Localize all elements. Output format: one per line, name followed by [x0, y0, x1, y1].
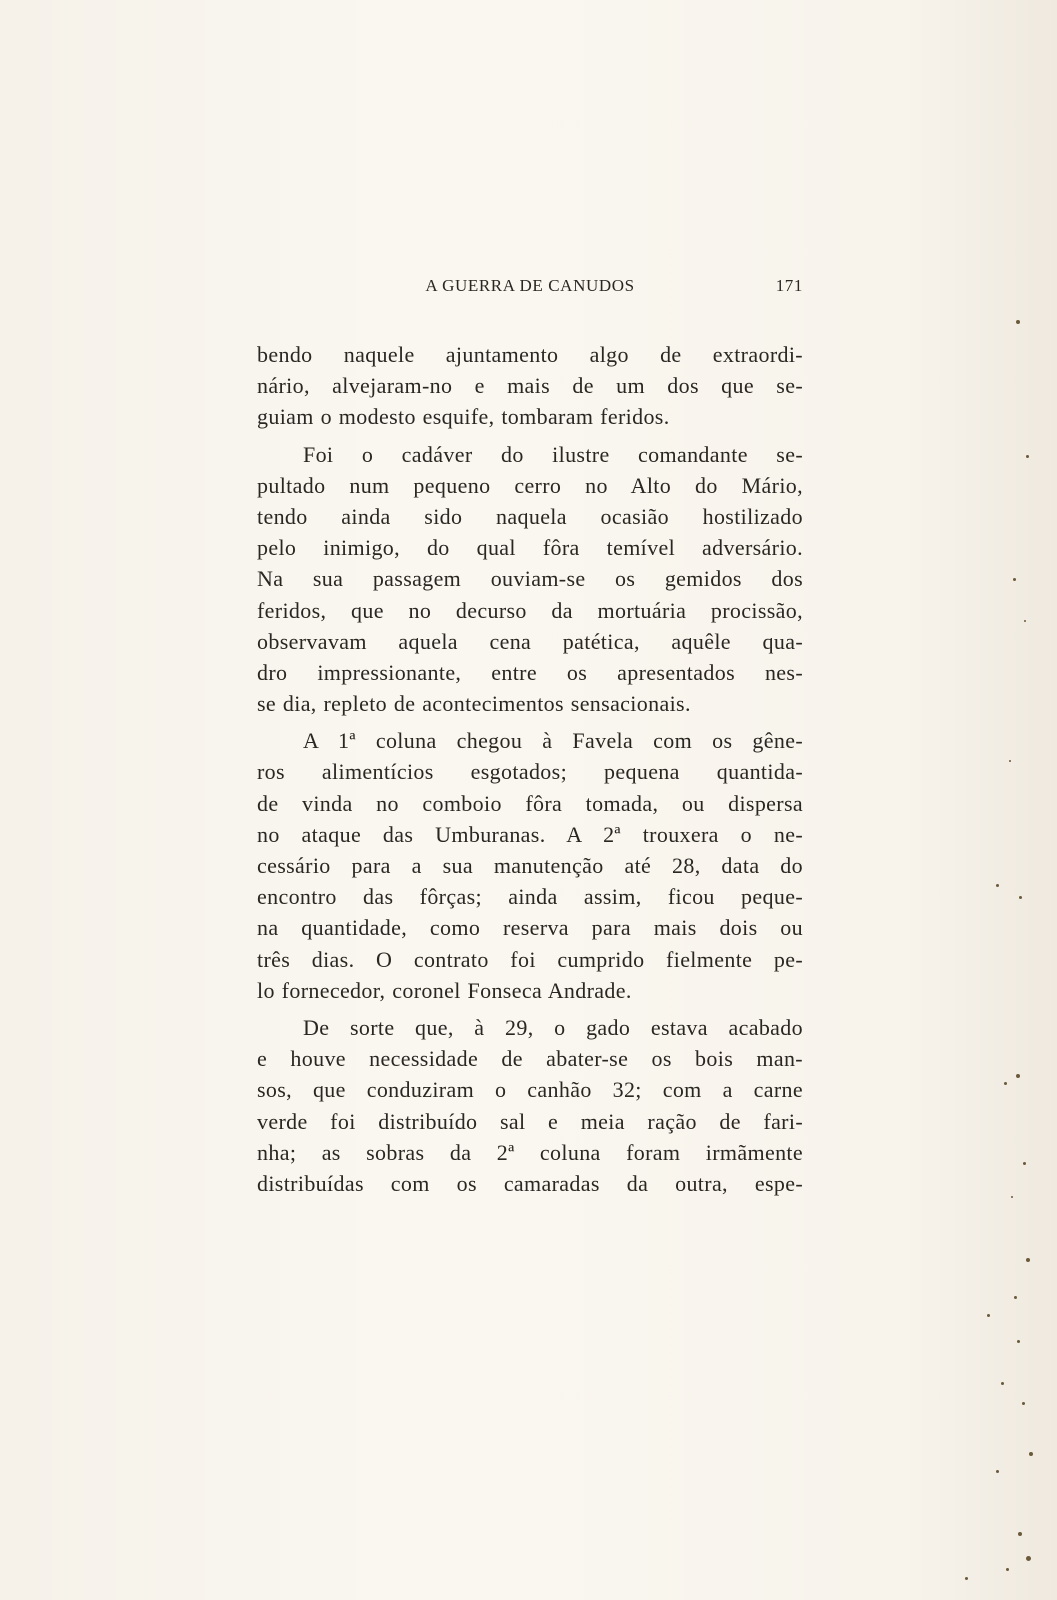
text-line: tendo ainda sido naquela ocasião hostilizado	[257, 503, 803, 529]
text-line: observavam aquela cena patética, aquêle qua-	[257, 628, 803, 654]
text-line: lo fornecedor, coronel Fonseca Andrade.	[257, 977, 632, 1003]
text-line: guiam o modesto esquife, tombaram feridos.	[257, 404, 670, 430]
text-line: sos, que conduziram o canhão 32; com a carne	[257, 1077, 803, 1103]
text-line: e houve necessidade de abater-se os bois man-	[257, 1046, 803, 1072]
text-line: nário, alvejaram-no e mais de um dos que se-	[257, 373, 803, 399]
paragraph	[257, 439, 803, 720]
text-line: pultado num pequeno cerro no Alto do Mário,	[257, 472, 803, 498]
text-line: no ataque das Umburanas. A 2ª trouxera o ne-	[257, 821, 803, 847]
text-line: cessário para a sua manutenção até 28, data do	[257, 853, 803, 878]
text-line: na quantidade, como reserva para mais dois ou	[257, 915, 803, 941]
body-text	[257, 339, 803, 1199]
text-line: distribuídas com os camaradas da outra, espe-	[257, 1170, 803, 1196]
text-line: ros alimentícios esgotados; pequena quantida-	[257, 759, 803, 785]
text-line: bendo naquele ajuntamento algo de extraordi-	[257, 342, 803, 367]
text-line: verde foi distribuído sal e meia ração de fari-	[257, 1108, 803, 1134]
text-line: nha; as sobras da 2ª coluna foram irmãmente	[257, 1139, 803, 1165]
text-line: dro impressionante, entre os apresentados nes-	[257, 659, 803, 685]
text-line: três dias. O contrato foi cumprido fielmente pe-	[257, 946, 803, 972]
text-line: De sorte que, à 29, o gado estava acabado	[303, 1014, 803, 1040]
paragraph	[257, 725, 803, 1006]
running-title: A GUERRA DE CANUDOS	[425, 276, 635, 295]
text-line: se dia, repleto de acontecimentos sensacionais.	[257, 691, 691, 717]
text-line: feridos, que no decurso da mortuária procissão,	[257, 597, 803, 623]
text-line: encontro das fôrças; ainda assim, ficou peque-	[257, 884, 803, 910]
text-line: A 1ª coluna chegou à Favela com os gêne-	[303, 728, 803, 754]
text-line: de vinda no comboio fôra tomada, ou dispersa	[257, 790, 803, 816]
paragraph	[257, 1012, 803, 1199]
text-line: Na sua passagem ouviam-se os gemidos dos	[257, 566, 803, 592]
text-line: pelo inimigo, do qual fôra temível adversário.	[257, 535, 803, 561]
text-line: Foi o cadáver do ilustre comandante se-	[303, 441, 803, 467]
running-header	[257, 276, 803, 304]
paragraph	[257, 339, 803, 433]
page-number: 171	[775, 276, 803, 295]
